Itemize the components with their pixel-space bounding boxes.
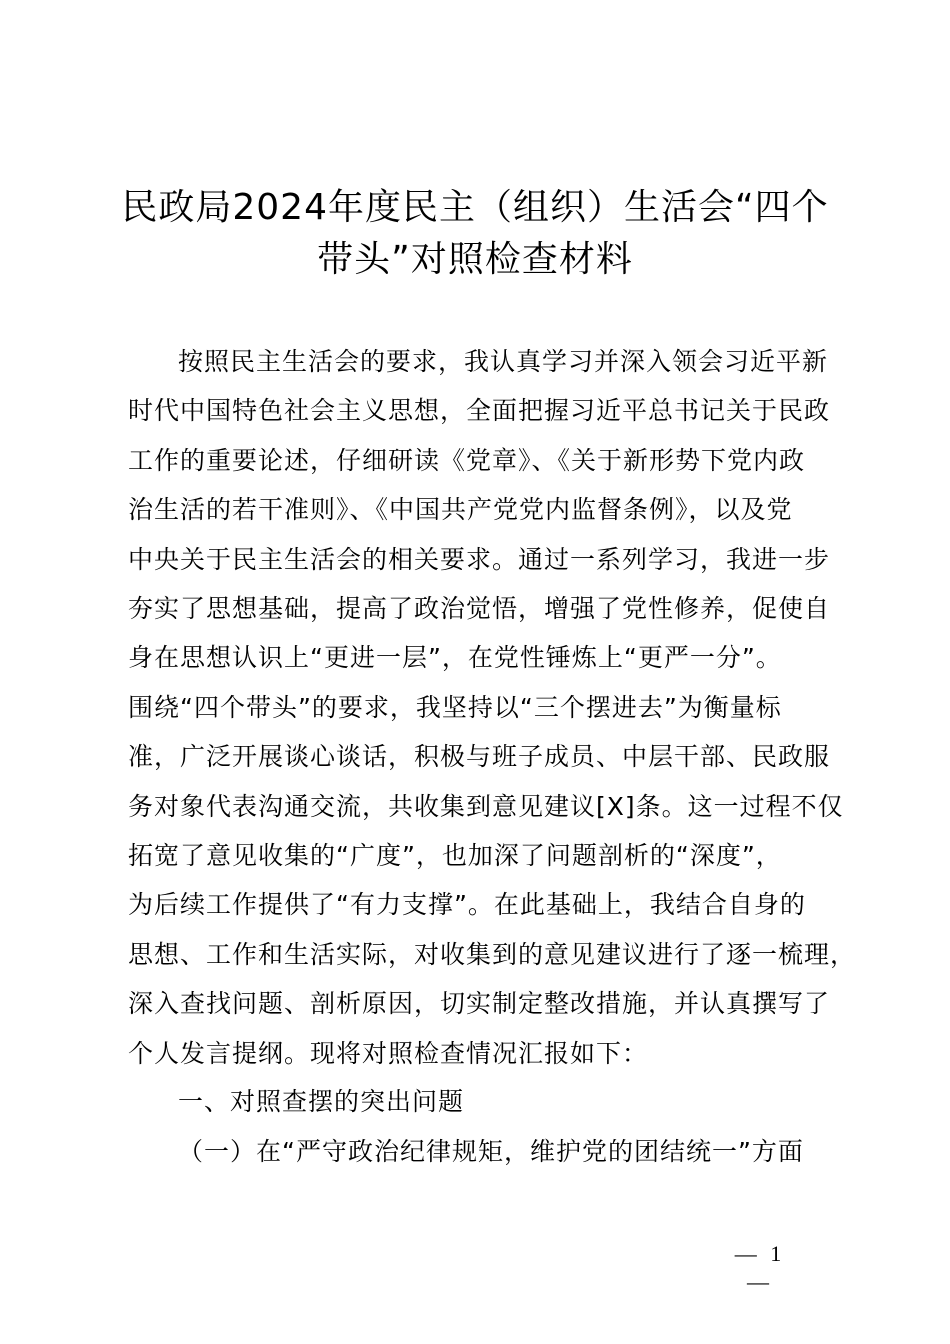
paragraph-line: 时代中国特色社会主义思想，全面把握习近平总书记关于民政 bbox=[128, 396, 831, 426]
paragraph-line: 为后续工作提供了“有力支撑”。在此基础上，我结合自身的 bbox=[128, 890, 806, 920]
paragraph-line: 身在思想认识上“更进一层”，在党性锤炼上“更严一分”。 bbox=[128, 643, 782, 673]
paragraph-line: 拓宽了意见收集的“广度”，也加深了问题剖析的“深度”， bbox=[128, 841, 782, 870]
subsection-heading: （一）在“严守政治纪律规矩，维护党的团结统一”方面 bbox=[178, 1137, 804, 1166]
paragraph-line: 治生活的若干准则》、《中国共产党党内监督条例》，以及党 bbox=[128, 495, 793, 525]
paragraph-line: 务对象代表沟通交流，共收集到意见建议[X]条。这一过程不仅 bbox=[128, 791, 844, 821]
paragraph-line: 思想、工作和生活实际，对收集到的意见建议进行了逐一梳理， bbox=[128, 939, 857, 969]
document-title-line-1: 民政局2024年度民主（组织）生活会“四个 bbox=[121, 187, 829, 228]
paragraph-line: 中央关于民主生活会的相关要求。通过一系列学习，我进一步 bbox=[128, 544, 831, 574]
page-number: — 1 — bbox=[734, 1241, 786, 1294]
paragraph-line: 围绕“四个带头”的要求，我坚持以“三个摆进去”为衡量标 bbox=[128, 692, 782, 722]
paragraph-line: 夯实了思想基础，提高了政治觉悟，增强了党性修养，促使自 bbox=[128, 594, 831, 623]
paragraph-line: 个人发言提纲。现将对照检查情况汇报如下： bbox=[128, 1038, 649, 1068]
paragraph-line: 工作的重要论述，仔细研读《党章》、《关于新形势下党内政 bbox=[128, 445, 806, 475]
paragraph-line: 按照民主生活会的要求，我认真学习并深入领会习近平新 bbox=[178, 347, 829, 376]
paragraph-line: 深入查找问题、剖析原因，切实制定整改措施，并认真撰写了 bbox=[128, 989, 831, 1019]
paragraph-line: 准，广泛开展谈心谈话，积极与班子成员、中层干部、民政服 bbox=[128, 742, 831, 772]
document-title-line-2: 带头”对照检查材料 bbox=[317, 239, 633, 280]
section-heading: 一、对照查摆的突出问题 bbox=[178, 1087, 465, 1116]
